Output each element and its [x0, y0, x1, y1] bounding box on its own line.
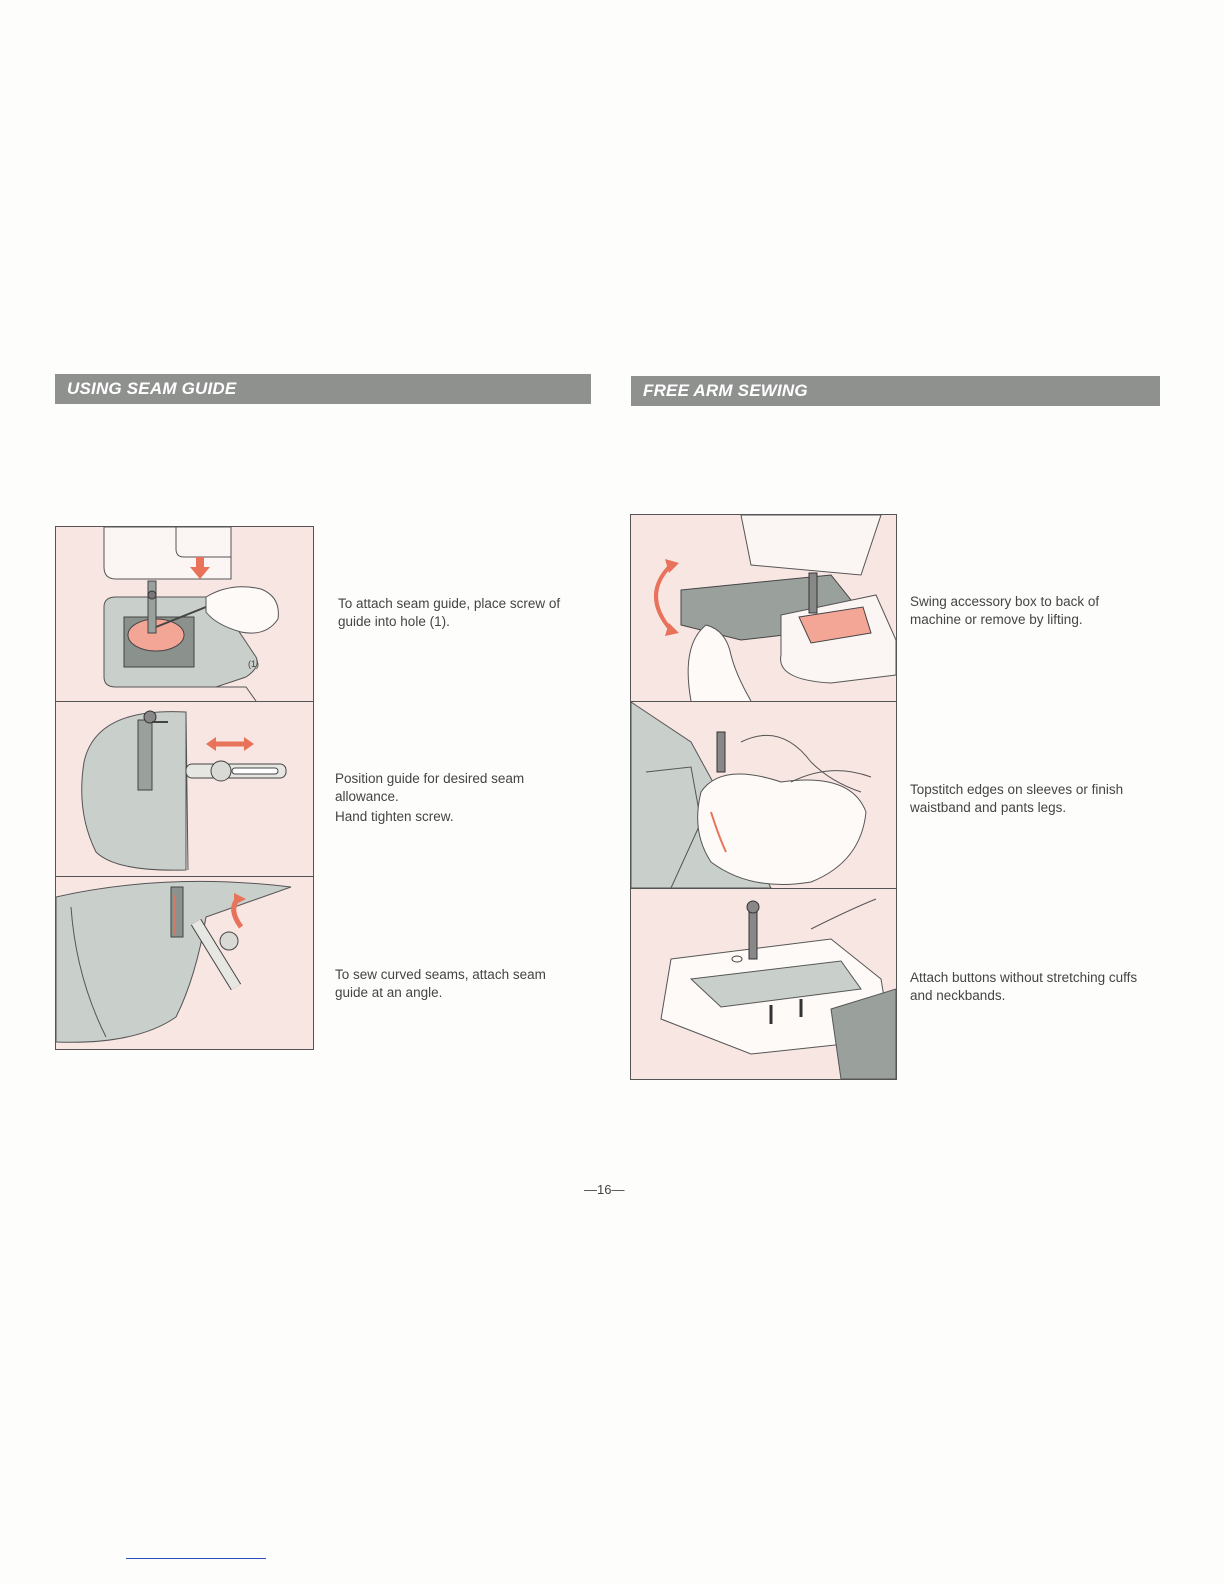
- section-title-free-arm: FREE ARM SEWING: [631, 376, 1160, 406]
- step-curved-caption: [335, 966, 575, 1004]
- seam-guide-illustrations: [55, 526, 314, 1050]
- page-number: —16—: [584, 1182, 625, 1197]
- step-position-caption: [335, 770, 575, 829]
- topstitch-sleeve-illustration: [631, 702, 896, 889]
- accessory-box-illustration: [631, 515, 896, 702]
- step-accessory-text: Swing accessory box to back of machine or remove by lifting.: [910, 594, 1100, 627]
- curved-seam-illustration: [56, 877, 313, 1049]
- footer-divider: [126, 1558, 266, 1559]
- step-topstitch-text: Topstitch edges on sleeves or finish waistband and pants legs.: [910, 782, 1124, 815]
- step-tighten-text: Hand tighten screw.: [335, 809, 454, 824]
- step-curved-text: To sew curved seams, attach seam guide at an angle.: [335, 967, 546, 1000]
- callout-hole-1: (1): [248, 659, 259, 669]
- step-buttons-caption: [910, 969, 1145, 1007]
- free-arm-illustrations: [630, 514, 897, 1080]
- step-position-text: Position guide for desired seam allowance.: [335, 771, 525, 804]
- step-attach-text: To attach seam guide, place screw of guide into hole (1).: [338, 596, 561, 629]
- step-topstitch-caption: [910, 781, 1145, 819]
- step-buttons-text: Attach buttons without stretching cuffs and neckbands.: [910, 970, 1138, 1003]
- section-title-seam-guide: USING SEAM GUIDE: [55, 374, 591, 404]
- step-attach-caption: [338, 595, 578, 633]
- attach-seam-guide-illustration: [56, 527, 313, 702]
- step-accessory-caption: [910, 593, 1145, 631]
- attach-buttons-illustration: [631, 889, 896, 1079]
- position-seam-guide-illustration: [56, 702, 313, 877]
